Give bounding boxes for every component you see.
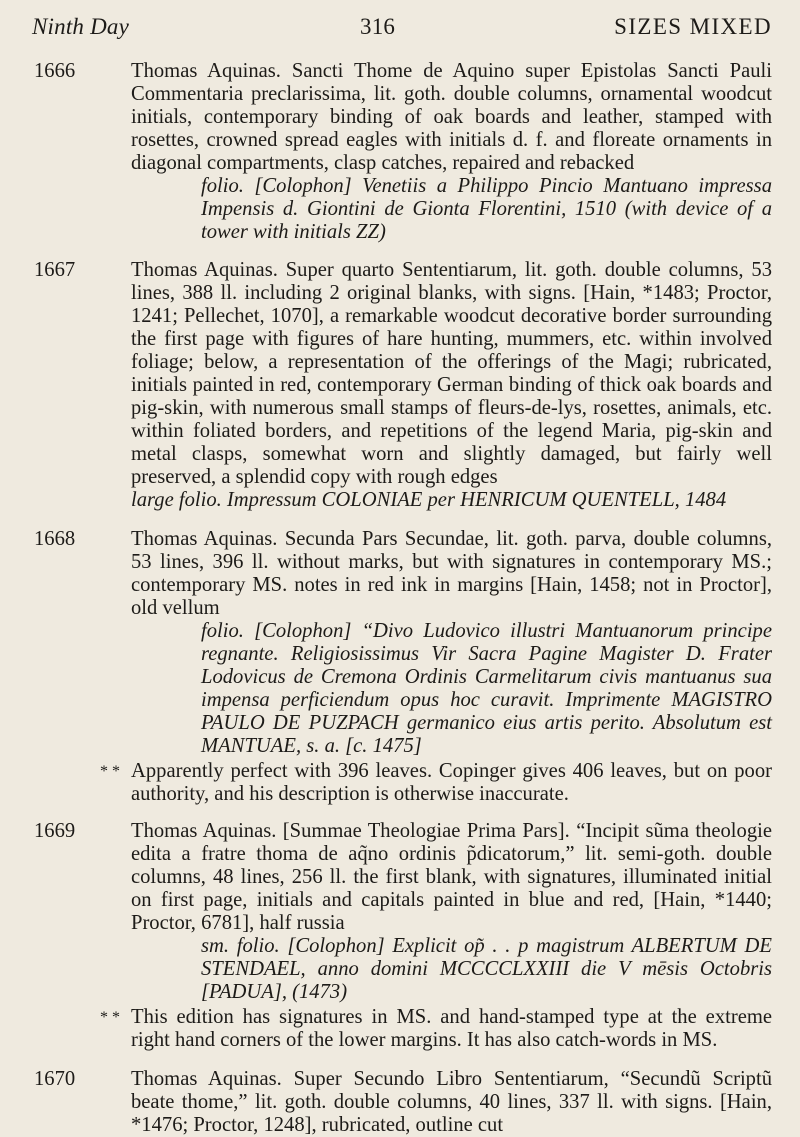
asterism-icon: * * (100, 763, 120, 780)
lot-description: Thomas Aquinas. Sancti Thome de Aquino super Epistolas Sancti Pauli Commentaria preclarissima, lit. goth. double columns, ornamental woodcut initials, contemporary binding of oak boards and leather, stamped with rosettes, crowned spread eagles with initials d. f. and floreate ornaments in diagonal compartments, clasp catches, repaired and rebacked (131, 60, 772, 174)
lot-description: Thomas Aquinas. Super Secundo Libro Sententiarum, “Secundũ Scriptũ beate thome,” lit. goth. double columns, 40 lines, 337 ll. with signs. [Hain, *1476; Proctor, 1248], rubricated, outline cut (131, 1068, 772, 1136)
lot-number: 1669 (34, 820, 76, 842)
lot-imprint: large folio. Impressum COLONIAE per HENRICUM QUENTELL, 1484 (131, 489, 727, 511)
note-text: Apparently perfect with 396 leaves. Copinger gives 406 leaves, but on poor authority, and his description is otherwise inaccurate. (131, 760, 772, 805)
lot-1668 (0, 528, 800, 758)
lot-number: 1666 (34, 60, 76, 82)
catalogue-entries (0, 60, 800, 1137)
running-header (32, 14, 772, 44)
lot-number: 1667 (34, 259, 76, 281)
lot-1670 (0, 1068, 800, 1137)
lot-1667 (0, 259, 800, 512)
lot-1668-note (0, 760, 800, 806)
asterism-icon: * * (100, 1009, 120, 1026)
page-number: 316 (360, 14, 396, 39)
lot-imprint: folio. [Colophon] “Divo Ludovico illustri Mantuanorum principe regnante. Religiosissimus Vir Sacra Pagine Magister D. Frater Lodovicus de Cremona Ordinis Carmelitarum civis mantuanus sua impensa perficiendum opus hoc curavit. Imprimente MAGISTRO PAULO DE PUZPACH germanico eius artis perito. Absolutum est MANTUAE, s. a. [c. 1475] (201, 620, 772, 757)
lot-1669-note (0, 1006, 800, 1052)
lot-description: Thomas Aquinas. Secunda Pars Secundae, lit. goth. parva, double columns, 53 lines, 396 ll. without marks, but with signatures in contemporary MS.; contemporary MS. notes in red ink in margins [Hain, 1458; not in Proctor], old vellum (131, 528, 772, 619)
lot-1669 (0, 820, 800, 1004)
lot-number: 1670 (34, 1068, 76, 1090)
section-heading: SIZES MIXED (614, 14, 772, 39)
lot-1666 (0, 60, 800, 244)
lot-number: 1668 (34, 528, 76, 550)
lot-description: Thomas Aquinas. [Summae Theologiae Prima Pars]. “Incipit sũma theologie edita a fratre thoma de aq̃no ordinis p̃dicatorum,” lit. semi-goth. double columns, 48 lines, 256 ll. the first blank, with signatures, illuminated initial on first page, initials and capitals painted in blue and red, [Hain, *1440; Proctor, 6781], half russia (131, 820, 772, 934)
lot-imprint: folio. [Colophon] Venetiis a Philippo Pincio Mantuano impressa Impensis d. Giontini de Gionta Florentini, 1510 (with device of a tower with initials ZZ) (201, 175, 772, 243)
note-text: This edition has signatures in MS. and hand-stamped type at the extreme right hand corners of the lower margins. It has also catch-words in MS. (131, 1006, 772, 1051)
lot-description: Thomas Aquinas. Super quarto Sententiarum, lit. goth. double columns, 53 lines, 388 ll. including 2 original blanks, with signs. [Hain, *1483; Proctor, 1241; Pellechet, 1070], a remarkable woodcut decorative border surrounding the first page with figures of hare hunting, mummers, etc. within involved foliage; below, a representation of the offerings of the Magi; rubricated, initials painted in red, contemporary German binding of thick oak boards and pig-skin, with numerous small stamps of fleurs-de-lys, rosettes, animals, etc. within foliated borders, and repetitions of the legend Maria, pig-skin and metal clasps, somewhat worn and slightly damaged, but fairly well preserved, a splendid copy with rough edges (131, 259, 772, 488)
lot-imprint: sm. folio. [Colophon] Explicit op̃ . . p magistrum ALBERTUM DE STENDAEL, anno domini MCCCCLXXIII die V mēsis Octobris [PADUA], (1473) (201, 935, 772, 1003)
day-heading: Ninth Day (32, 14, 129, 39)
